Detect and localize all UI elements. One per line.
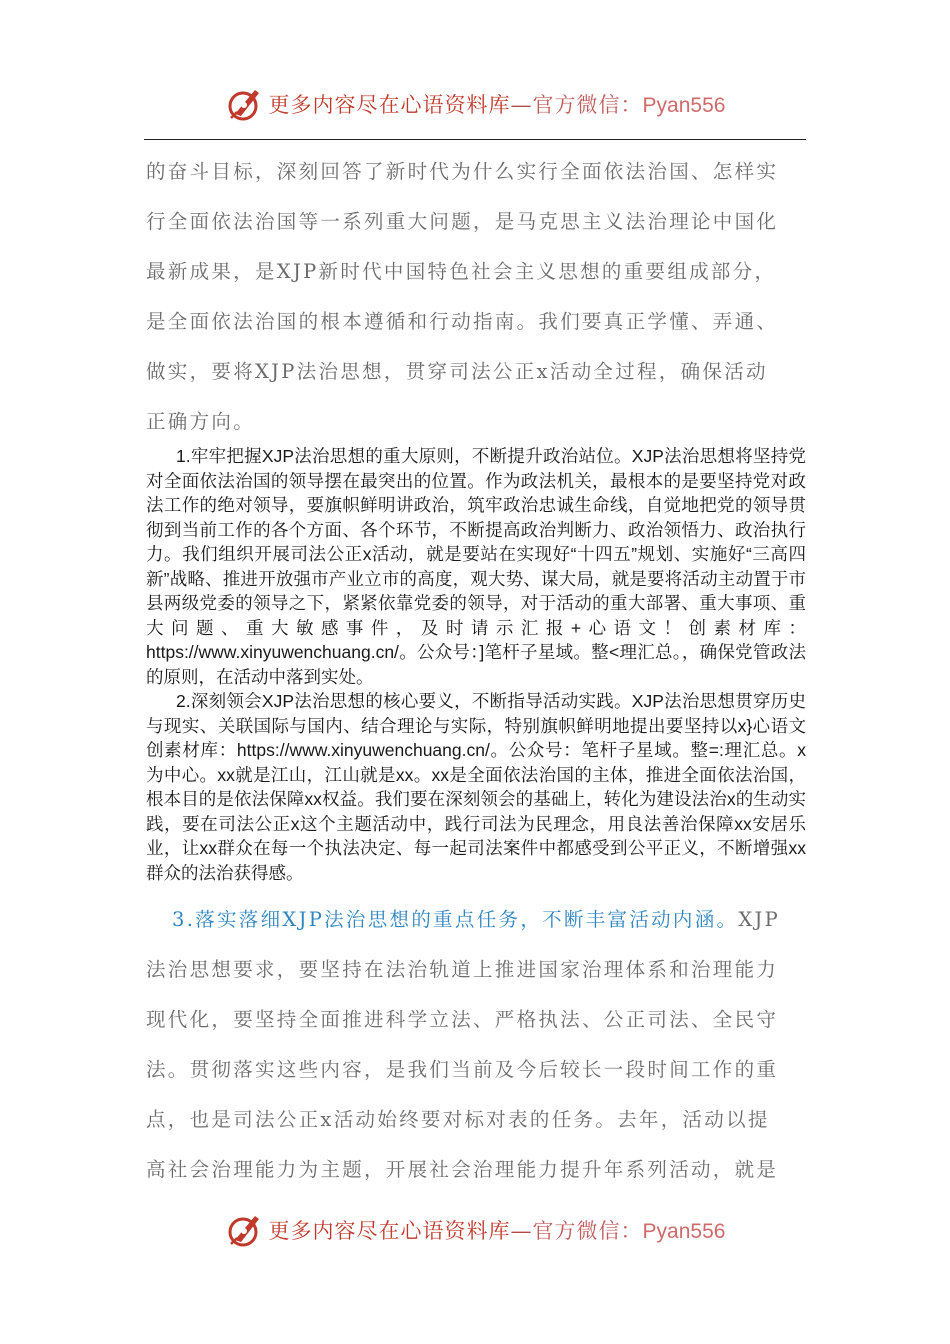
paragraph-3-line: 点，也是司法公正x活动始终要对标对表的任务。去年，活动以提 [146, 1108, 770, 1131]
quill-logo-icon [225, 84, 265, 124]
paragraph-3-heading: 3.落实落细XJP法治思想的重点任务，不断丰富活动内涵。 [172, 908, 739, 931]
paragraph-3-first-tail: XJP [738, 908, 781, 931]
paragraph-2 [146, 689, 806, 885]
paragraph-1-text: 1.牢牢把握XJP法治思想的重大原则，不断提升政治站位。XJP法治思想将坚持党对全面依法治国的领导摆在最突出的位置。作为政法机关，最根本的是要坚持党对政法工作的绝对领导，要旗帜鲜明讲政治，筑牢政治忠诚生命线，自觉地把党的领导贯彻到当前工作的各个方面、各个环节，不断提高政治判断力、政治领悟力、政治执行力。我们组织开展司法公正x活动，就是要站在实现好“十四五”规划、实施好“三高四新”战略、推进开放强市产业立市的高度，观大势、谋大局，就是要将活动主动置于市县两级党委的领导之下，紧紧依靠党委的领导，对于活动的重大部署、重大事项、重大问题、重大敏感事件，及时请示汇报+心语文！创素材库：https://www.xinyuwenchuang.cn/。公众号：]笔杆子星域。整<理汇总。，确保党管政法的原则，在活动中落到实处。 [146, 446, 806, 687]
header-wechat-account: Pyan556 [642, 94, 726, 117]
footer-banner-dash: — [510, 1219, 533, 1243]
intro-line: 的奋斗目标，深刻回答了新时代为什么实行全面依法治国、怎样实 [146, 160, 779, 183]
header-banner-text [269, 89, 726, 119]
intro-line: 最新成果，是XJP新时代中国特色社会主义思想的重要组成部分， [146, 260, 777, 283]
intro-block [146, 147, 806, 447]
footer-banner [0, 1206, 950, 1254]
footer-banner-text [269, 1215, 726, 1245]
paragraph-3-line: 法治思想要求，要坚持在法治轨道上推进国家治理体系和治理能力 [146, 958, 779, 981]
intro-line: 是全面依法治国的根本遵循和行动指南。我们要真正学懂、弄通、 [146, 310, 779, 333]
header-banner-dash: — [510, 93, 533, 117]
intro-line: 行全面依法治国等一系列重大问题，是马克思主义法治理论中国化 [146, 210, 779, 233]
quill-logo-icon [225, 1210, 265, 1250]
paragraph-3 [146, 895, 806, 1195]
footer-wechat-label: 官方微信： [532, 1219, 643, 1243]
paragraph-3-line: 现代化，要坚持全面推进科学立法、严格执法、公正司法、全民守 [146, 1008, 779, 1031]
paragraph-3-line: 法。贯彻落实这些内容，是我们当前及今后较长一段时间工作的重 [146, 1058, 779, 1081]
header-wechat-label: 官方微信： [532, 93, 643, 117]
header-divider [144, 139, 806, 140]
paragraph-3-first-line [146, 895, 806, 945]
header-banner [0, 80, 950, 128]
header-banner-title: 更多内容尽在心语资料库 [268, 93, 511, 117]
footer-banner-title: 更多内容尽在心语资料库 [268, 1219, 511, 1243]
paragraph-3-line: 高社会治理能力为主题，开展社会治理能力提升年系列活动，就是 [146, 1158, 779, 1181]
dense-section [146, 444, 806, 885]
footer-wechat-account: Pyan556 [642, 1220, 726, 1243]
intro-line: 正确方向。 [146, 410, 256, 433]
paragraph-1 [146, 444, 806, 689]
paragraph-2-text: 2.深刻领会XJP法治思想的核心要义，不断指导活动实践。XJP法治思想贯穿历史与现实、关联国际与国内、结合理论与实际，特别旗帜鲜明地提出要坚持以x}心语文创素材库：https://www.xinyuwenchuang.cn/。公众号：笔杆子星域。整=:理汇总。x为中心。xx就是江山，江山就是xx。xx是全面依法治国的主体，推进全面依法治国，根本目的是依法保障xx权益。我们要在深刻领会的基础上，转化为建设法治x的生动实践，要在司法公正x这个主题活动中，践行司法为民理念，用良法善治保障xx安居乐业，让xx群众在每一个执法决定、每一起司法案件中都感受到公平正义，不断增强xx群众的法治获得感。 [146, 691, 806, 883]
intro-line: 做实，要将XJP法治思想，贯穿司法公正x活动全过程，确保活动 [146, 360, 768, 383]
